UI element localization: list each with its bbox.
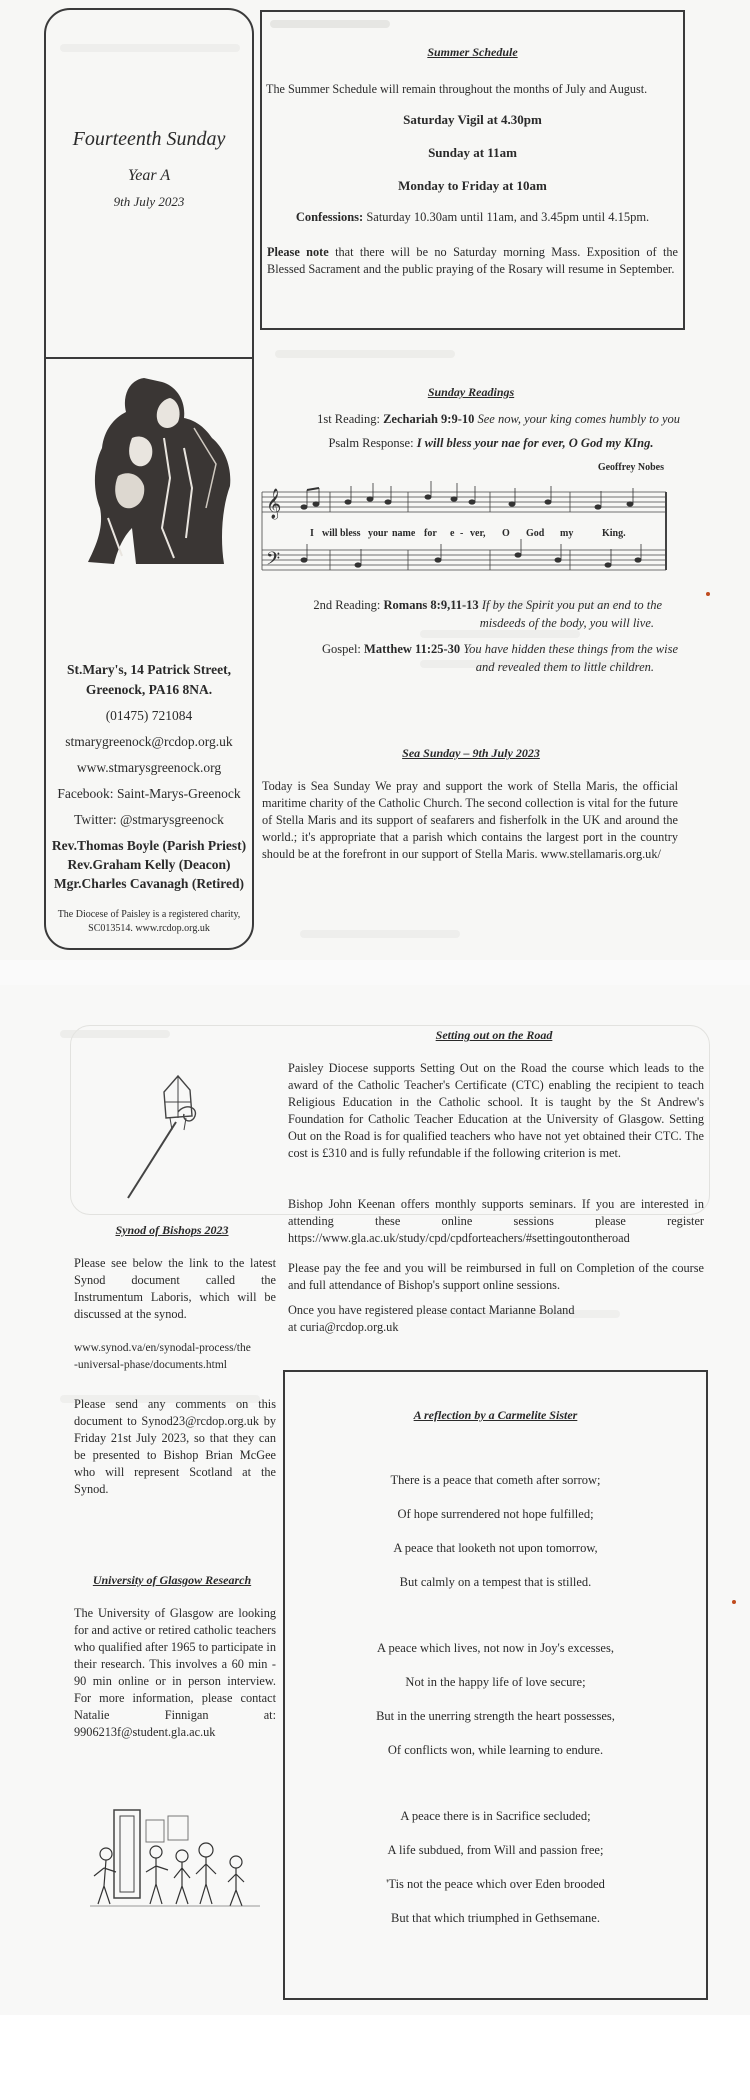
second-reading-label: 2nd Reading: [313, 598, 381, 612]
summer-heading: Summer Schedule [427, 45, 518, 59]
phone-number: (01475) 721084 [105, 708, 193, 723]
poem-line: A peace there is in Sacrifice secluded; [400, 1809, 591, 1823]
scan-speck [706, 592, 710, 596]
confessions-line [262, 210, 683, 225]
confessions-times: Saturday 10.30am until 11am, and 3.45pm until 4.15pm. [366, 210, 650, 224]
psalm-response [262, 436, 680, 451]
address-line-2: Greenock, PA16 8NA. [85, 682, 213, 697]
charity-line-1: The Diocese of Paisley is a registered charity, [57, 909, 241, 920]
holy-family-illustration [74, 368, 234, 564]
confessions-label: Confessions: [295, 210, 364, 224]
lyric-word: O [502, 528, 510, 539]
lyric-word: for [424, 528, 437, 539]
poem-line: A peace that looketh not upon tomorrow, [393, 1541, 598, 1555]
scan-speck [732, 1600, 736, 1604]
lyric-word: ver, [470, 528, 486, 539]
readings-heading: Sunday Readings [427, 385, 515, 399]
poem-line: Not in the happy life of love secure; [405, 1675, 586, 1689]
first-reading-label: 1st Reading: [317, 412, 380, 426]
note-text: that there will be no Saturday morning Mass. Exposition of the Blessed Sacrament and the public praying of the Rosary will resume in September. [267, 245, 678, 276]
synod-link-line-1[interactable]: www.synod.va/en/synodal-process/the [74, 1342, 251, 1354]
lyric-word: - [460, 528, 464, 539]
mitre-crozier-icon [120, 1072, 230, 1202]
poem-line: Of conflicts won, while learning to endure. [387, 1743, 604, 1757]
second-reading-text-2: misdeeds of the body, you will live. [479, 616, 654, 630]
gospel-ref: Matthew 11:25-30 [364, 642, 461, 656]
synod-comments: Please send any comments on this document to Synod23@rcdop.org.uk by Friday 21st July 2023, so that they can be presented to Bishop Brian McGee who will represent Scotland at the Synod. [74, 1397, 276, 1496]
summer-note [267, 244, 678, 278]
road-paragraph-1: Paisley Diocese supports Setting Out on the Road the course which leads to the award of the Catholic Teacher's Certificate (CTC) enabling the recipient to teach Religious Education in the Catholic school. It is taught by the St Andrew's Foundation for Catholic Teacher Education at the University of Glasgow. Setting Out on the Road is for qualified teachers who have not yet obtained their CTC. The cost is £310 and is fully refundable if the following criterion is met. [288, 1061, 704, 1160]
sea-sunday-heading: Sea Sunday – 9th July 2023 [402, 746, 540, 760]
second-reading-ref: Romans 8:9,11-13 [383, 598, 479, 612]
lyric-word: I [310, 528, 314, 539]
lyric-word: bless [340, 528, 361, 539]
lyric-word: will [322, 528, 338, 539]
first-reading-ref: Zechariah 9:9-10 [383, 412, 475, 426]
poem-line: But that which triumphed in Gethsemane. [391, 1911, 600, 1925]
lyric-word: your [368, 528, 388, 539]
charity-line-2: SC013514. www.rcdop.org.uk [88, 923, 210, 934]
lyric-word: King. [602, 528, 626, 539]
reflection-heading: A reflection by a Carmelite Sister [413, 1408, 578, 1422]
psalm-composer: Geoffrey Nobes [597, 462, 664, 473]
gospel-label: Gospel: [322, 642, 361, 656]
poem-line: A life subdued, from Will and passion free; [387, 1843, 604, 1857]
synod-intro: Please see below the link to the latest Synod document called the Instrumentum Laboris, which will be discussed at the synod. [74, 1256, 276, 1321]
poem-line: A peace which lives, not now in Joy's excesses, [377, 1641, 614, 1655]
psalm-label: Psalm Response: [328, 436, 414, 450]
poem-line: Of hope surrendered not hope fulfilled; [397, 1507, 594, 1521]
vigil-mass-time: Saturday Vigil at 4.30pm [403, 112, 542, 127]
clergy-retired: Mgr.Charles Cavanagh (Retired) [53, 876, 245, 891]
synod-link[interactable] [74, 1340, 284, 1374]
sunday-mass-time: Sunday at 11am [428, 145, 517, 160]
bulletin-page-1 [0, 0, 750, 960]
road-paragraph-4 [288, 1302, 704, 1336]
poem-stanza-1 [285, 1472, 706, 1608]
website-link[interactable]: www.stmarysgreenock.org [76, 760, 222, 775]
address-line-1: St.Mary's, 14 Patrick Street, [67, 662, 231, 677]
weekday-mass-time: Monday to Friday at 10am [398, 178, 547, 193]
road-paragraph-2[interactable]: Bishop John Keenan offers monthly supports seminars. If you are interested in attending these online sessions please register https://www.gla.ac.uk/study/cpd/cpdforteachers/#settingoutontheroad [288, 1197, 704, 1245]
psalm-lyrics [300, 528, 660, 542]
gospel-text-2: and revealed them to little children. [475, 660, 654, 674]
psalm-text: I will bless your nae for ever, O God my KIng. [416, 436, 654, 450]
twitter-link[interactable]: Twitter: @stmarysgreenock [74, 812, 224, 827]
liturgical-year: Year A [127, 167, 171, 184]
reflection-box [283, 1370, 708, 2000]
bulletin-date: 9th July 2023 [113, 194, 185, 209]
page-gap [0, 960, 750, 985]
second-reading [262, 598, 662, 613]
gospel-reading [262, 642, 678, 657]
facebook-link[interactable]: Facebook: Saint-Marys-Greenock [57, 786, 241, 801]
road-paragraph-3: Please pay the fee and you will be reimbursed in full on Completion of the course and full attendance of Bishop's support online sessions. [288, 1261, 704, 1292]
clergy-deacon: Rev.Graham Kelly (Deacon) [67, 857, 231, 872]
svg-text:𝄞: 𝄞 [266, 489, 282, 519]
second-reading-text-1: If by the Spirit you put an end to the [481, 598, 662, 612]
lyric-word: name [392, 528, 416, 539]
gospel-text-1: You have hidden these things from the wise [463, 642, 678, 656]
summer-intro: The Summer Schedule will remain throughout the months of July and August. [266, 82, 648, 96]
email-address[interactable]: stmarygreenock@rcdop.org.uk [65, 734, 233, 749]
poem-line: But calmly on a tempest that is stilled. [399, 1575, 592, 1589]
cover-panel [44, 8, 254, 950]
summer-schedule-box [260, 10, 685, 330]
road-contact-line-1: Once you have registered please contact Marianne Boland [288, 1303, 575, 1317]
road-heading: Setting out on the Road [435, 1028, 553, 1042]
lyric-word: God [526, 528, 545, 539]
sea-sunday-text: Today is Sea Sunday We pray and support the work of Stella Maris, the official maritime charity of the Catholic Church. The second collection is vital for the future of Stella Maris and its support of seafarers and fisherfolk in the UK and around the world.; it's appropriate that a parish which contains the largest port in the country should be at the forefront in our support of Stella Maris. www.stellamaris.org.uk/ [262, 779, 678, 861]
poem-stanza-3 [285, 1808, 706, 1944]
lyric-word: e [450, 528, 455, 539]
page-bottom-margin [0, 2015, 750, 2100]
poem-line: 'Tis not the peace which over Eden brooded [386, 1877, 605, 1891]
synod-link-line-2[interactable]: -universal-phase/documents.html [74, 1359, 227, 1371]
glasgow-heading: University of Glasgow Research [92, 1573, 252, 1587]
poem-line: There is a peace that cometh after sorrow; [390, 1473, 601, 1487]
first-reading [262, 412, 680, 427]
children-classroom-illustration [90, 1806, 260, 1912]
note-label: Please note [267, 245, 329, 259]
lyric-word: my [560, 528, 574, 539]
synod-heading: Synod of Bishops 2023 [115, 1223, 229, 1237]
svg-text:𝄢: 𝄢 [266, 549, 281, 574]
first-reading-text: See now, your king comes humbly to you [477, 412, 680, 426]
poem-stanza-2 [285, 1640, 706, 1776]
glasgow-text: The University of Glasgow are looking for and active or retired catholic teachers who qualified after 1965 to participate in their research. This involves a 60 min - 90 min online or in person interview. For more information, please contact Natalie Finnigan at: 9906213f@student.gla.ac.uk [74, 1606, 276, 1739]
poem-line: But in the unerring strength the heart possesses, [376, 1709, 615, 1723]
cover-divider [46, 357, 252, 359]
clergy-parish-priest: Rev.Thomas Boyle (Parish Priest) [51, 838, 247, 853]
road-contact-line-2[interactable]: at curia@rcdop.org.uk [288, 1320, 399, 1334]
page-title: Fourteenth Sunday [72, 128, 226, 150]
